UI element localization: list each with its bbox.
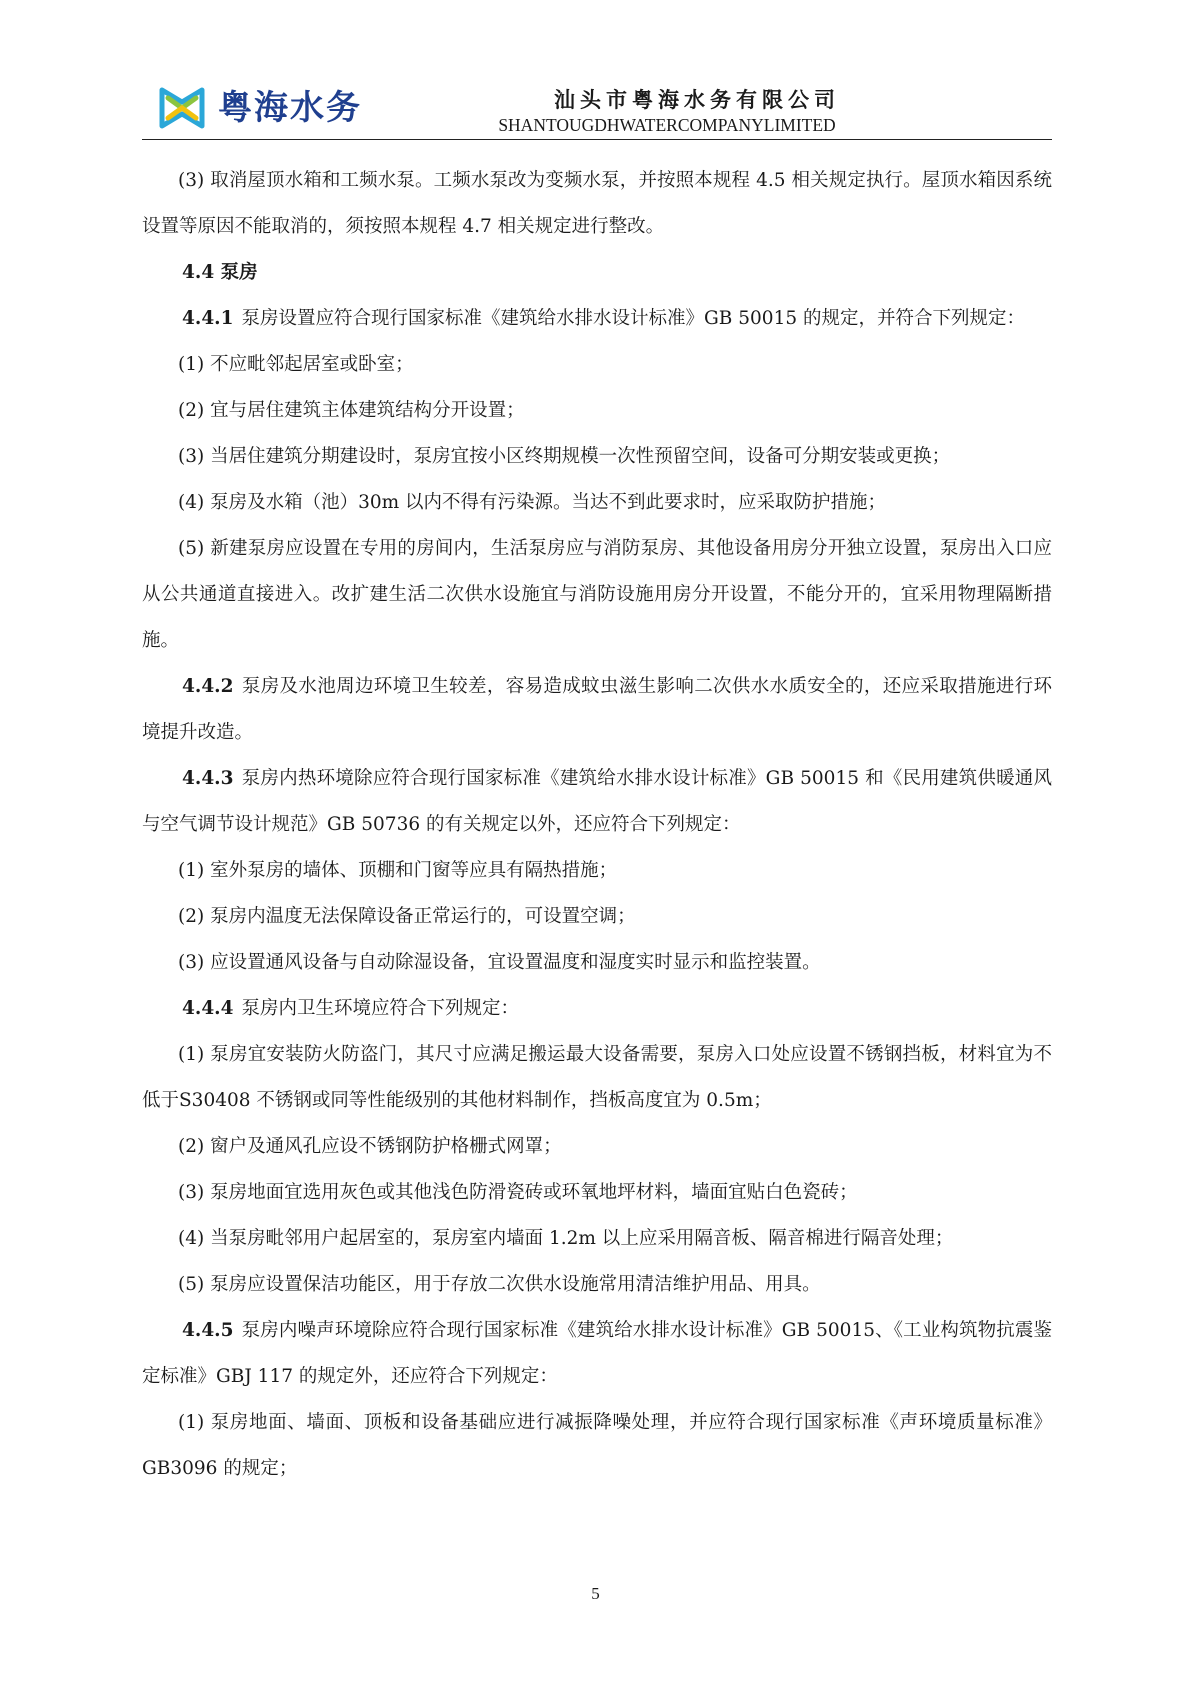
logo-text: 粤海水务 <box>218 88 362 128</box>
clause-text: 泵房内卫生环境应符合下列规定： <box>241 998 520 1019</box>
company-name-en: SHANTOUGDHWATERCOMPANYLIMITED <box>498 115 836 135</box>
header-divider <box>142 139 1052 140</box>
clause-number: 4.4.5 <box>182 1320 234 1341</box>
company-name-cn: 汕头市粤海水务有限公司 <box>554 88 840 112</box>
clause-number: 4.4.2 <box>182 676 234 697</box>
item-4-4-5-1: (1) 泵房地面、墙面、顶板和设备基础应进行减振降噪处理，并应符合现行国家标准《声环境质量标准》GB3096 的规定； <box>142 1412 1052 1479</box>
page-header <box>142 78 1052 140</box>
item-4-4-4-4: (4) 当泵房毗邻用户起居室的，泵房室内墙面 1.2m 以上应采用隔音板、隔音棉进行隔音处理； <box>178 1228 954 1249</box>
item-4-4-1-5: (5) 新建泵房应设置在专用的房间内，生活泵房应与消防泵房、其他设备用房分开独立设置，泵房出入口应从公共通道直接进入。改扩建生活二次供水设施宜与消防设施用房分开设置，不能分开的，宜采用物理隔断措施。 <box>142 538 1052 651</box>
clause-text: 泵房及水池周边环境卫生较差，容易造成蚊虫滋生影响二次供水水质安全的，还应采取措施进行环境提升改造。 <box>142 676 1052 743</box>
item-4-4-4-5: (5) 泵房应设置保洁功能区，用于存放二次供水设施常用清洁维护用品、用具。 <box>178 1274 821 1295</box>
document-body <box>142 158 1052 1492</box>
company-logo-icon <box>158 84 206 132</box>
item-4-4-4-3: (3) 泵房地面宜选用灰色或其他浅色防滑瓷砖或环氧地坪材料，墙面宜贴白色瓷砖； <box>178 1182 858 1203</box>
clause-number: 4.4.3 <box>182 768 234 789</box>
clause-text: 泵房内热环境除应符合现行国家标准《建筑给水排水设计标准》GB 50015 和《民用建筑供暖通风与空气调节设计规范》GB 50736 的有关规定以外，还应符合下列规定： <box>142 768 1052 835</box>
clause-text: 泵房设置应符合现行国家标准《建筑给水排水设计标准》GB 50015 的规定，并符合下列规定： <box>241 308 1025 329</box>
item-4-4-3-1: (1) 室外泵房的墙体、顶棚和门窗等应具有隔热措施； <box>178 860 618 881</box>
clause-number: 4.4.1 <box>182 308 234 329</box>
clause-text: 泵房内噪声环境除应符合现行国家标准《建筑给水排水设计标准》GB 50015、《工业构筑物抗震鉴定标准》GBJ 117 的规定外，还应符合下列规定： <box>142 1320 1052 1387</box>
clause-4-4-4 <box>142 986 1052 1032</box>
item-4-4-4-1: (1) 泵房宜安装防火防盗门，其尺寸应满足搬运最大设备需要，泵房入口处应设置不锈钢挡板，材料宜为不低于S30408 不锈钢或同等性能级别的其他材料制作，挡板高度宜为 0.5m； <box>142 1044 1052 1111</box>
item-4-4-1-1: (1) 不应毗邻起居室或卧室； <box>178 354 414 375</box>
paragraph-4-3-3: (3) 取消屋顶水箱和工频水泵。工频水泵改为变频水泵，并按照本规程 4.5 相关规定执行。屋顶水箱因系统设置等原因不能取消的，须按照本规程 4.7 相关规定进行整改。 <box>142 170 1052 237</box>
clause-4-4-2 <box>142 664 1052 756</box>
page-number: 5 <box>591 1584 600 1603</box>
clause-4-4-3 <box>142 756 1052 848</box>
clause-4-4-5 <box>142 1308 1052 1400</box>
section-title-4-4: 4.4 泵房 <box>182 262 258 283</box>
clause-4-4-1 <box>142 296 1052 342</box>
item-4-4-3-3: (3) 应设置通风设备与自动除湿设备，宜设置温度和湿度实时显示和监控装置。 <box>178 952 821 973</box>
clause-number: 4.4.4 <box>182 998 234 1019</box>
item-4-4-1-2: (2) 宜与居住建筑主体建筑结构分开设置； <box>178 400 525 421</box>
item-4-4-1-4: (4) 泵房及水箱（池）30m 以内不得有污染源。当达不到此要求时，应采取防护措施； <box>178 492 887 513</box>
item-4-4-1-3: (3) 当居住建筑分期建设时，泵房宜按小区终期规模一次性预留空间，设备可分期安装或更换； <box>178 446 951 467</box>
item-4-4-3-2: (2) 泵房内温度无法保障设备正常运行的，可设置空调； <box>178 906 636 927</box>
item-4-4-4-2: (2) 窗户及通风孔应设不锈钢防护格栅式网罩； <box>178 1136 562 1157</box>
